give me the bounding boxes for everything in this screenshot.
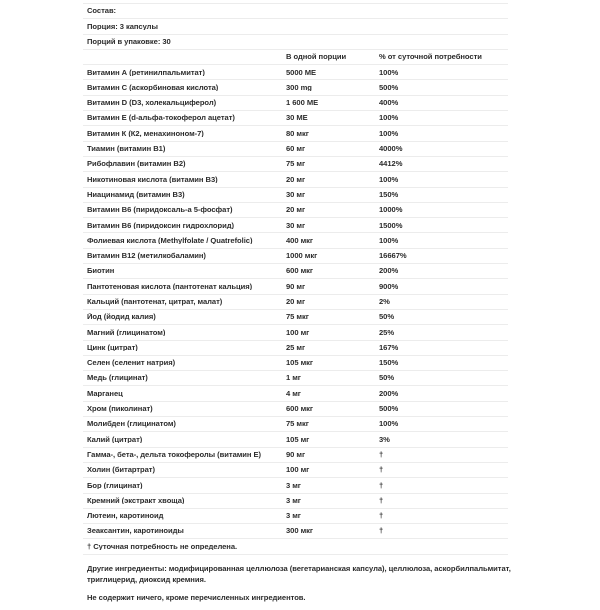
- ingredient-name: Кальций (пантотенат, цитрат, малат): [87, 297, 223, 306]
- dagger-footnote-text: † Суточная потребность не определена.: [87, 542, 238, 551]
- supplement-table-body: [83, 65, 508, 539]
- table-row: [83, 432, 508, 447]
- ingredient-daily-value: 100%: [379, 175, 399, 184]
- ingredient-daily-value: 900%: [379, 282, 399, 291]
- ingredient-amount: 1 600 МЕ: [286, 99, 319, 107]
- ingredient-name: Ниацинамид (витамин В3): [87, 190, 185, 199]
- ingredient-daily-value: 100%: [379, 420, 399, 428]
- composition-label: Состав:: [87, 7, 117, 15]
- ingredient-daily-value: †: [379, 466, 384, 474]
- ingredient-daily-value: 25%: [379, 328, 395, 337]
- ingredient-daily-value: †: [379, 481, 384, 490]
- ingredient-name: Витамин В12 (метилкобаламин): [87, 252, 206, 260]
- ingredient-amount: 3 мг: [286, 481, 301, 490]
- ingredient-name: Витамин D (D3, холекальциферол): [87, 99, 217, 107]
- table-row: [83, 172, 508, 187]
- ingredient-daily-value: 167%: [379, 343, 399, 352]
- amount-column-header: В одной порции: [286, 53, 347, 61]
- table-row: [83, 96, 508, 111]
- supplement-facts-table: [83, 3, 508, 555]
- ingredient-daily-value: †: [379, 496, 384, 505]
- table-row: [83, 188, 508, 203]
- ingredient-name: Цинк (цитрат): [87, 343, 138, 352]
- no-extras-note: Не содержит ничего, кроме перечисленных ингредиентов.: [87, 592, 306, 602]
- table-row: [83, 448, 508, 463]
- table-row: [83, 218, 508, 233]
- ingredient-daily-value: 200%: [379, 389, 399, 398]
- table-row: [83, 264, 508, 279]
- ingredient-amount: 60 мг: [286, 145, 306, 153]
- table-row: [83, 509, 508, 524]
- ingredient-amount: 25 мг: [286, 343, 306, 352]
- ingredient-daily-value: 100%: [379, 236, 399, 245]
- servings-per-container-label: Порций в упаковке: 30: [87, 37, 171, 46]
- table-row: [83, 463, 508, 478]
- ingredient-name: Калий (цитрат): [87, 435, 143, 444]
- ingredient-amount: 3 мг: [286, 496, 301, 505]
- ingredient-daily-value: 150%: [379, 359, 399, 367]
- ingredient-daily-value: 100%: [379, 129, 399, 138]
- ingredient-amount: 100 мг: [286, 466, 310, 474]
- ingredient-daily-value: 4000%: [379, 145, 403, 153]
- ingredient-amount: 5000 МЕ: [286, 68, 317, 77]
- ingredient-name: Витамин С (аскорбиновая кислота): [87, 83, 219, 92]
- ingredient-name: Витамин В6 (пиридоксаль-а 5-фосфат): [87, 206, 233, 214]
- table-row: [83, 111, 508, 126]
- table-row: [83, 249, 508, 264]
- ingredient-amount: 80 мкг: [286, 129, 309, 138]
- table-row: [83, 417, 508, 432]
- table-row: [83, 494, 508, 509]
- ingredient-name: Витамин К (К2, менахиноном-7): [87, 129, 204, 138]
- ingredient-amount: 20 мг: [286, 206, 306, 214]
- ingredient-name: Пантотеновая кислота (пантотенат кальция): [87, 282, 253, 291]
- table-row: [83, 157, 508, 172]
- ingredient-name: Селен (селенит натрия): [87, 359, 176, 367]
- ingredient-amount: 20 мг: [286, 297, 306, 306]
- ingredient-amount: 3 мг: [286, 512, 301, 520]
- ingredient-daily-value: 1500%: [379, 221, 403, 230]
- ingredient-amount: 600 мкг: [286, 267, 314, 275]
- ingredient-daily-value: 50%: [379, 374, 395, 383]
- ingredient-daily-value: 200%: [379, 267, 399, 275]
- ingredient-name: Хром (пиколинат): [87, 405, 153, 413]
- ingredient-amount: 4 мг: [286, 389, 301, 398]
- ingredient-name: Молибден (глицинатом): [87, 420, 176, 428]
- ingredient-name: Медь (глицинат): [87, 374, 148, 383]
- ingredient-name: Йод (йодид калия): [87, 313, 156, 321]
- ingredient-amount: 1 мг: [286, 374, 301, 383]
- ingredient-daily-value: †: [379, 527, 384, 536]
- ingredient-amount: 30 МЕ: [286, 114, 308, 123]
- table-row: [83, 233, 508, 248]
- ingredient-name: Магний (глицинатом): [87, 328, 166, 337]
- serving-size-label: Порция: 3 капсулы: [87, 22, 158, 31]
- ingredient-daily-value: 150%: [379, 190, 399, 199]
- table-row: [83, 279, 508, 294]
- ingredient-daily-value: 16667%: [379, 252, 407, 260]
- table-row: [83, 386, 508, 401]
- ingredient-daily-value: 500%: [379, 405, 399, 413]
- composition-row: [83, 4, 508, 19]
- table-row: [83, 478, 508, 493]
- table-row: [83, 310, 508, 325]
- ingredient-name: Биотин: [87, 267, 115, 275]
- ingredient-amount: 20 мг: [286, 175, 306, 184]
- ingredient-amount: 75 мг: [286, 160, 306, 168]
- ingredient-name: Зеаксантин, каротиноиды: [87, 527, 184, 536]
- ingredient-amount: 30 мг: [286, 190, 306, 199]
- ingredient-daily-value: 100%: [379, 68, 399, 77]
- ingredient-name: Витамин А (ретинилпальмитат): [87, 68, 205, 77]
- table-header-row: [83, 50, 508, 65]
- ingredient-name: Никотиновая кислота (витамин В3): [87, 175, 218, 184]
- ingredient-daily-value: 4412%: [379, 160, 403, 168]
- dagger-footnote-row: [83, 539, 508, 554]
- ingredient-amount: 600 мкг: [286, 405, 314, 413]
- ingredient-name: Тиамин (витамин В1): [87, 145, 166, 153]
- ingredient-name: Витамин Е (d-альфа-токоферол ацетат): [87, 114, 235, 123]
- table-row: [83, 65, 508, 80]
- ingredient-name: Витамин В6 (пиридоксин гидрохлорид): [87, 221, 234, 230]
- table-row: [83, 371, 508, 386]
- table-row: [83, 80, 508, 95]
- ingredient-daily-value: 3%: [379, 435, 390, 444]
- ingredient-amount: 100 мг: [286, 328, 310, 337]
- ingredient-name: Лютеин, каротиноид: [87, 512, 164, 520]
- ingredient-name: Бор (глицинат): [87, 481, 143, 490]
- ingredient-name: Кремний (экстракт хвоща): [87, 496, 185, 505]
- ingredient-daily-value: †: [379, 512, 384, 520]
- ingredient-daily-value: 1000%: [379, 206, 403, 214]
- ingredient-amount: 105 мг: [286, 435, 310, 444]
- ingredient-amount: 300 mg: [286, 83, 312, 92]
- table-row: [83, 524, 508, 539]
- ingredient-amount: 75 мкг: [286, 313, 309, 321]
- daily-value-column-header: % от суточной потребности: [379, 53, 482, 61]
- table-row: [83, 341, 508, 356]
- ingredient-amount: 75 мкг: [286, 420, 309, 428]
- ingredient-amount: 300 мкг: [286, 527, 314, 536]
- ingredient-daily-value: †: [379, 450, 384, 459]
- supplement-facts-panel: [83, 3, 511, 610]
- servings-per-container-row: [83, 35, 508, 50]
- table-row: [83, 126, 508, 141]
- ingredient-daily-value: 50%: [379, 313, 395, 321]
- ingredient-daily-value: 400%: [379, 99, 399, 107]
- ingredient-amount: 400 мкг: [286, 236, 314, 245]
- ingredient-name: Холин (битартрат): [87, 466, 155, 474]
- bottom-notes: [83, 563, 525, 603]
- table-row: [83, 203, 508, 218]
- table-row: [83, 295, 508, 310]
- ingredient-daily-value: 2%: [379, 297, 390, 306]
- table-row: [83, 142, 508, 157]
- ingredient-daily-value: 100%: [379, 114, 399, 123]
- table-row: [83, 402, 508, 417]
- ingredient-daily-value: 500%: [379, 83, 399, 92]
- ingredient-name: Марганец: [87, 389, 123, 398]
- other-ingredients-note: Другие ингредиенты: модифицированная целлюлоза (вегетарианская капсула), целлюлоза, аскорбилпальмитат, триглицерид, диоксид кремния.: [87, 563, 511, 584]
- ingredient-amount: 30 мг: [286, 221, 306, 230]
- ingredient-name: Гамма-, бета-, дельта токоферолы (витамин Е): [87, 450, 262, 459]
- ingredient-name: Фолиевая кислота (Methylfolate / Quatrefolic): [87, 236, 253, 245]
- ingredient-amount: 90 мг: [286, 450, 306, 459]
- ingredient-amount: 90 мг: [286, 282, 306, 291]
- ingredient-amount: 105 мкг: [286, 359, 314, 367]
- serving-size-row: [83, 19, 508, 34]
- ingredient-name: Рибофлавин (витамин В2): [87, 160, 186, 168]
- ingredient-amount: 1000 мкг: [286, 252, 318, 260]
- table-row: [83, 325, 508, 340]
- table-row: [83, 356, 508, 371]
